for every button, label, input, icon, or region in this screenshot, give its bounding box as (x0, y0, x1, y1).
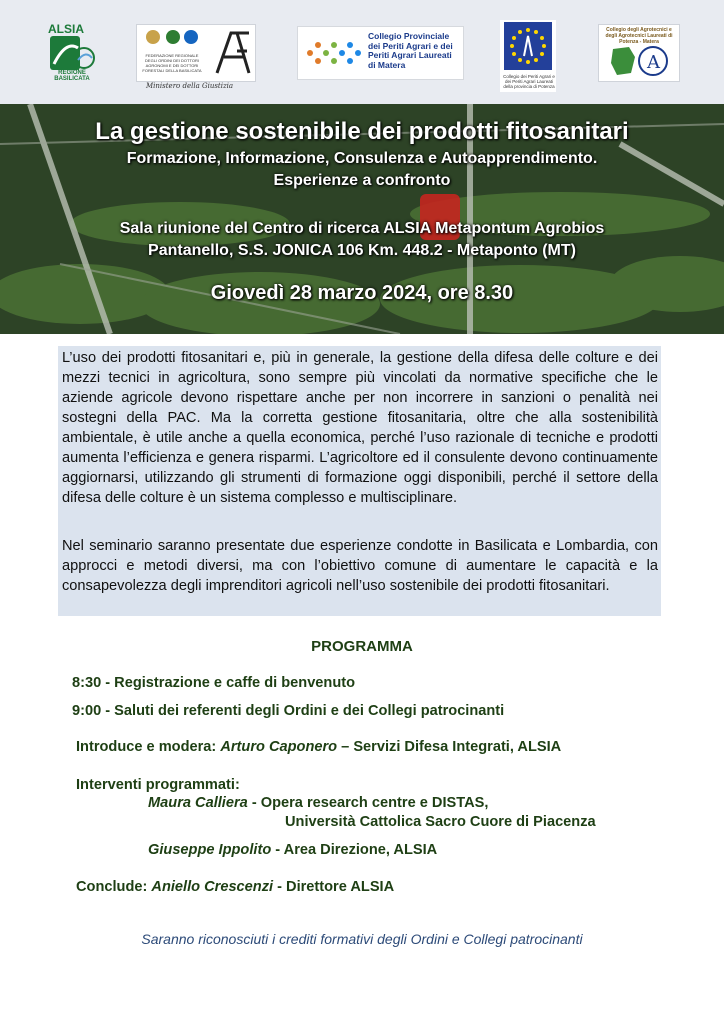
program-item-1: 8:30 - Registrazione e caffe di benvenuto (72, 675, 356, 691)
speaker-1-role: - Opera research centre e DISTAS, (247, 795, 489, 811)
event-subtitle-2: Esperienze a confronto (273, 172, 451, 189)
programma-title: PROGRAMMA (311, 638, 413, 655)
conclusion-line (76, 879, 394, 895)
program-item-2: 9:00 - Saluti dei referenti degli Ordini e dei Collegi patrocinanti (72, 703, 505, 719)
af-monogram-icon (215, 31, 251, 75)
collegio-potenza-logo (500, 20, 556, 92)
speaker-2-role: - Area Direzione, ALSIA (271, 842, 438, 858)
speaker-1-name: Maura Calliera (148, 795, 248, 811)
speaker-2-line (148, 842, 437, 858)
hero-banner (0, 104, 724, 334)
collegio-potenza-caption: Collegio dei Periti Agrari e dei Periti Agrari Laureati della provincia di Potenza (503, 74, 555, 89)
agrotecnici-text: Collegio degli Agrotecnici e degli Agrotecnici Laureati di Potenza - Matera (605, 27, 673, 45)
event-subtitle-1: Formazione, Informazione, Consulenza e Autoapprendimento. (126, 150, 598, 167)
conclusion-label: Conclude: (76, 879, 152, 895)
moderator-label: Introduce e modera: (76, 739, 221, 755)
credits-note: Saranno riconosciuti i crediti formativi degli Ordini e Collegi patrocinanti (141, 931, 583, 947)
eu-flag-icon (504, 22, 552, 70)
moderator-role: – Servizi Difesa Integrati, ALSIA (337, 739, 562, 755)
alsia-logo (44, 20, 100, 82)
ministero-caption: Ministero della Giustizia (146, 82, 234, 90)
conclusion-role: - Direttore ALSIA (273, 879, 395, 895)
moderator-name: Arturo Caponero (220, 739, 338, 755)
federazione-logo (136, 24, 256, 82)
event-title: La gestione sostenibile dei prodotti fitosanitari (95, 118, 629, 145)
intro-box (58, 346, 661, 616)
speaker-1-line (148, 795, 488, 811)
intro-paragraph-2: Nel seminario saranno presentate due esperienze condotte in Basilicata e Lombardia, con approcci e metodi diversi, ma con l’obiettivo comune di aumentare le capacità e la consapevolezza degli imprenditori agricoli nell’uso sostenibile dei prodotti fitosanitari. (62, 538, 658, 594)
dots-pattern-icon (304, 35, 364, 71)
intro-paragraph-1: L’uso dei prodotti fitosanitari e, più in generale, la gestione della difesa delle colture e dei mezzi tecnici in agricoltura, sono sempre più vincolati da normative specifiche che le aziende agricole devono rispettare anche per non incorrere in sanzioni o penalità nei sostegni della PAC. Ma la corretta gestione fitosanitaria, oltre che alla sostenibilità ambientale, è utile anche a quella economica, perché l’uso razionale di tecniche e prodotti aumenta l’efficienza e genera risparmi. L’agricoltore ed il consulente devono continuamente aggiornarsi, utilizzando gli strumenti di formazione oggi disponibili, perché il settore della difesa delle colture è un sistema complesso e multisciplinare. (62, 350, 658, 506)
agrotecnici-emblem-icon (607, 43, 671, 79)
moderator-line (76, 739, 561, 755)
event-location-2: Pantanello, S.S. JONICA 106 Km. 448.2 - Metaponto (MT) (148, 242, 576, 259)
collegio-matera-name: Collegio Provinciale dei Periti Agrari e dei Periti Agrari Laureati di Matera (368, 31, 453, 70)
collegio-matera-logo (297, 26, 464, 80)
event-date: Giovedì 28 marzo 2024, ore 8.30 (210, 282, 514, 304)
speaker-2-name: Giuseppe Ippolito (148, 842, 272, 858)
svg-text:A: A (647, 52, 660, 73)
crests-icon (145, 27, 201, 47)
logo-strip (0, 0, 724, 104)
speaker-1-role-2: Università Cattolica Sacro Cuore di Piacenza (285, 814, 596, 830)
alsia-logo-text: ALSIA (48, 22, 84, 36)
conclusion-name: Aniello Crescenzi (151, 879, 274, 895)
interventi-label: Interventi programmati: (76, 777, 240, 793)
event-location-1: Sala riunione del Centro di ricerca ALSIA Metapontum Agrobios (119, 220, 605, 237)
agrotecnici-logo (598, 24, 680, 82)
federazione-text: FEDERAZIONE REGIONALE DEGLI ORDINI DEI DOTTORI AGRONOMI E DEI DOTTORI FORESTALI DELLA BASILICATA (142, 53, 202, 73)
alsia-region-text: REGIONE BASILICATA (54, 70, 90, 82)
